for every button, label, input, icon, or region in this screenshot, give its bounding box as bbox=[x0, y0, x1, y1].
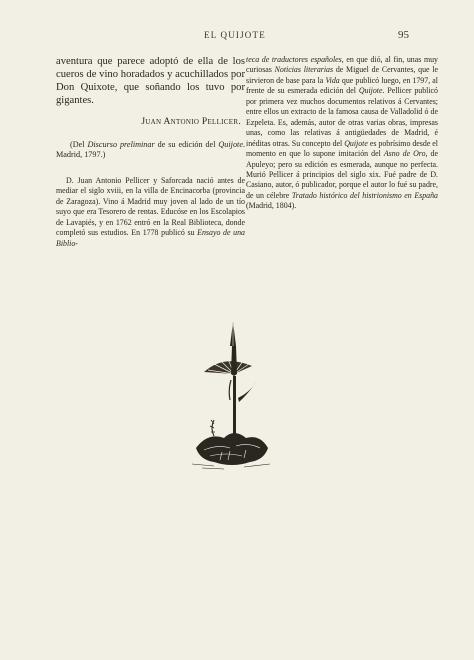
source-middle: de su edición del bbox=[154, 140, 219, 149]
bio-right-s9: Quijote bbox=[344, 138, 368, 148]
quill-and-fan-ornament-icon bbox=[184, 320, 274, 470]
running-title: EL QUIJOTE bbox=[204, 30, 266, 40]
bio-right-s8: . Pellicer publicó por primera vez muchos documentos relativos á Cervantes; entre ellos un extracto de la famosa causa de Valladolid ó de Ezpeleta. Es, además, autor de otras varias obras, impresas unas, como las relativas á antigüedades de Madrid, é inéditas otras. Su concepto del bbox=[246, 86, 439, 148]
left-column bbox=[56, 55, 245, 249]
bio-right-s13: Tratado histórico del histrionismo en España bbox=[291, 190, 438, 200]
source-suffix: . Madrid, 1797.) bbox=[56, 140, 245, 160]
quote-author: Juan Antonio Pellicer. bbox=[141, 117, 241, 127]
bio-paragraph-left bbox=[56, 176, 245, 249]
bio-right-s11: Asno de Oro bbox=[383, 149, 426, 159]
bio-left-text: D. Juan Antonio Pellicer y Saforcada nació antes de mediar el siglo xviii, en la villa de Encinacorba (provincia de Zaragoza). Vino á Madrid muy joven al lado de un tío suyo que era Tesorero de rentas. Educóse en los Escolapios de Lavapiés, y en 1762 entró en la Real Biblioteca, donde completó sus estudios. En 1778 publicó su bbox=[56, 175, 245, 238]
bio-right-s14: (Madrid, 1804). bbox=[246, 201, 297, 211]
source-book: Quijote bbox=[218, 140, 243, 149]
right-column bbox=[246, 55, 438, 212]
bio-right-s1: teca de traductores españoles bbox=[246, 55, 342, 64]
running-head bbox=[0, 30, 474, 44]
bio-right-s10: es pobrísimo desde el momento en que lo supone imitación del bbox=[246, 138, 438, 159]
source-prefix: (Del bbox=[70, 140, 88, 149]
bio-right-s6: que publicó luego, en 1797, al frente de su esmerada edición del bbox=[246, 75, 438, 96]
quote-text: aventura que parece adoptó de ella de los cueros de vino horadados y acuchillados por Don Quixote, que soñando los tuvo por gigantes. bbox=[56, 56, 245, 106]
bio-right-s4: de Miguel de Cervantes, que le sirvieron de base para la bbox=[246, 65, 438, 85]
bio-right-s12: , de Apuleyo; pero su edición es esmerada, aunque no perfecta. Murió Pellicer á principios del siglo xix. Fué padre de D. Casiano, autor, ó publicador, porque el autor lo fué su padre, de un célebre bbox=[246, 149, 438, 200]
bio-right-s2: , en que dió, al fin, unas muy curiosas bbox=[246, 55, 438, 75]
bio-right-s5: Vida bbox=[325, 75, 340, 85]
bio-right-s3: Noticias literarias bbox=[274, 65, 334, 75]
bio-right-s7: Quijote bbox=[358, 86, 383, 96]
page-number: 95 bbox=[398, 29, 409, 41]
source-citation bbox=[56, 140, 245, 161]
bio-paragraph-right bbox=[246, 55, 438, 212]
source-work: Discurso preliminar bbox=[87, 140, 155, 149]
bio-left-italic: Ensayo de una Biblio- bbox=[56, 228, 245, 248]
